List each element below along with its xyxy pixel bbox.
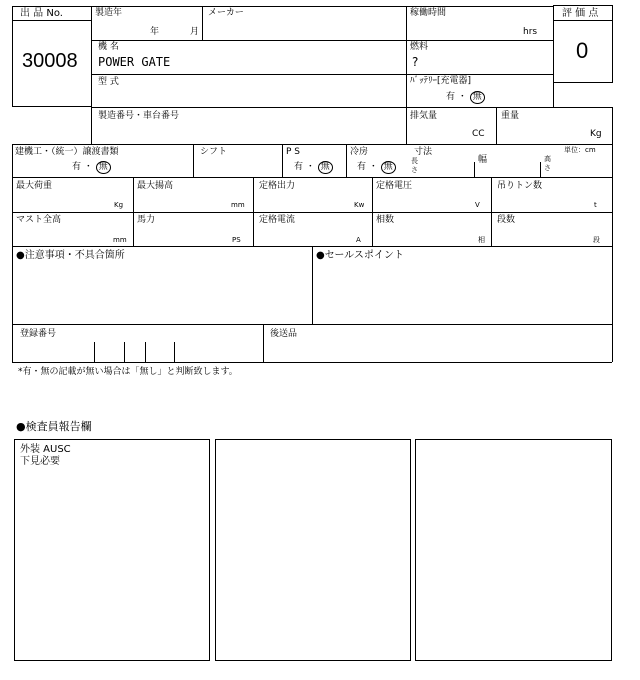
score-value: 0: [576, 38, 589, 63]
hours-label: 稼働時間: [410, 8, 447, 18]
ps-label: P S: [286, 147, 301, 157]
max-lift-unit: mm: [231, 201, 245, 209]
hp-label: 馬力: [137, 215, 156, 225]
lot-no-label: 出 品 No.: [20, 8, 63, 19]
transfer-yes: 有: [72, 162, 82, 172]
transfer-sep: ・: [83, 162, 93, 172]
year-label: 製造年: [95, 8, 123, 18]
inspector-title: ●検査員報告欄: [16, 420, 92, 433]
caution-label: ●注意事項・不具合箇所: [16, 250, 125, 261]
dim-label: 寸法: [414, 147, 433, 157]
shipping-label: 後送品: [270, 329, 298, 339]
serial-label: 製造番号・車台番号: [98, 111, 180, 121]
inspector-box-1: [14, 439, 210, 661]
type-label: 型 式: [98, 77, 119, 87]
score-label: 評 価 点: [562, 8, 599, 19]
steps-unit: 段: [593, 236, 600, 244]
lift-ton-label: 吊りトン数: [497, 181, 543, 191]
max-load-unit: Kg: [114, 201, 124, 209]
inspector-box-2: [215, 439, 411, 661]
ps-options: [294, 161, 333, 174]
cooler-label: 冷房: [350, 147, 369, 157]
hours-unit: hrs: [523, 27, 538, 37]
displacement-unit: CC: [472, 129, 485, 139]
rated-voltage-label: 定格電圧: [376, 181, 413, 191]
ps-yes: 有: [294, 162, 304, 172]
model-value: POWER GATE: [98, 55, 171, 69]
rated-voltage-unit: V: [475, 201, 480, 209]
fuel-label: 燃料: [410, 42, 429, 52]
rated-output-unit: Kw: [354, 201, 365, 209]
ps-no: 無: [318, 161, 333, 174]
lift-ton-unit: t: [594, 201, 597, 209]
transfer-label: 建機工・（統一）譲渡書類: [15, 147, 119, 157]
cooler-sep: ・: [368, 162, 378, 172]
cooler-yes: 有: [357, 162, 367, 172]
reg-label: 登録番号: [20, 329, 57, 339]
phase-unit: 相: [478, 236, 485, 244]
hp-unit: PS: [232, 236, 241, 244]
lot-no-value: 30008: [22, 50, 78, 72]
cooler-no: 無: [381, 161, 396, 174]
footnote: *有・無の記載が無い場合は「無し」と判断致します。: [18, 367, 238, 377]
length-label: 長 さ: [411, 157, 418, 174]
battery-label: ﾊﾞｯﾃﾘｰ[充電器]: [410, 76, 472, 86]
month-suffix: 月: [190, 27, 200, 37]
year-suffix: 年: [150, 27, 160, 37]
cooler-options: [357, 161, 396, 174]
transfer-options: [72, 161, 111, 174]
rated-current-label: 定格電流: [259, 215, 296, 225]
fuel-value: ?: [412, 55, 419, 69]
rated-current-unit: A: [356, 236, 361, 244]
weight-label: 重量: [501, 111, 520, 121]
battery-options: [446, 91, 485, 104]
displacement-label: 排気量: [410, 111, 438, 121]
ps-sep: ・: [305, 162, 315, 172]
steps-label: 段数: [497, 215, 516, 225]
battery-no: 無: [470, 91, 485, 104]
model-label: 機 名: [98, 42, 119, 52]
dim-unit: 単位：cm: [564, 146, 596, 154]
maker-label: メーカー: [208, 8, 244, 18]
max-load-label: 最大荷重: [16, 181, 53, 191]
transfer-no: 無: [96, 161, 111, 174]
shift-label: シフト: [200, 147, 228, 157]
height-label: 高 さ: [544, 155, 551, 172]
width-label: 幅: [478, 155, 488, 165]
inspector-line-2: 下見必要: [20, 456, 60, 467]
sales-label: ●セールスポイント: [316, 250, 404, 261]
inspector-box-3: [415, 439, 612, 661]
battery-sep: ・: [457, 92, 467, 102]
rated-output-label: 定格出力: [259, 181, 296, 191]
inspector-line-1: 外装 AUSC: [20, 444, 71, 455]
weight-unit: Kg: [590, 129, 602, 139]
mast-unit: mm: [113, 236, 127, 244]
phase-label: 相数: [376, 215, 395, 225]
max-lift-label: 最大揚高: [137, 181, 174, 191]
battery-yes: 有: [446, 92, 456, 102]
mast-label: マスト全高: [16, 215, 62, 225]
